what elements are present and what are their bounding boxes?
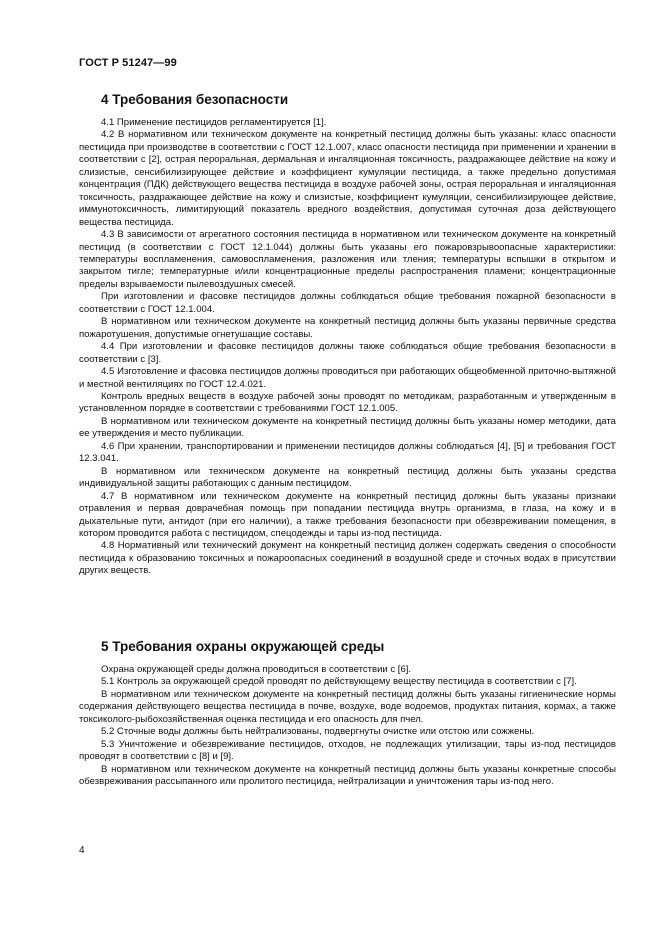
section-environmental-protection	[79, 638, 616, 789]
paragraph: 5.3 Уничтожение и обезвреживание пестицидов, отходов, не подлежащих утилизации, тары из-под пестицидов проводят в соответствии с [8] и [9].	[79, 738, 616, 763]
paragraph: В нормативном или техническом документе на конкретный пестицид должны быть указаны первичные средства пожаротушения, допустимые огнетушащие составы.	[79, 316, 616, 340]
paragraph: 5.2 Сточные воды должны быть нейтрализованы, подвергнуты очистке или отстою или сожжены.	[101, 726, 535, 738]
page-number: 4	[79, 845, 85, 856]
paragraph: Контроль вредных веществ в воздухе рабочей зоны проводят по методикам, разработанным и утвержденным в установленном порядке в соответствии с требованиями ГОСТ 12.1.005.	[79, 390, 616, 415]
paragraph: 4.6 При хранении, транспортировании и применении пестицидов должны соблюдаться [4], [5] и требования ГОСТ 12.3.041.	[79, 440, 616, 465]
paragraph: 4.4 При изготовлении и фасовке пестицидов должны также соблюдаться общие требования безопасности в соответствии с [3].	[79, 341, 616, 365]
paragraph: Охрана окружающей среды должна проводиться в соответствии с [6].	[101, 664, 412, 675]
paragraph: 4.2 В нормативном или техническом документе на конкретный пестицид должны быть указаны: класс опасности пестицида при производстве в соответствии с ГОСТ 12.1.007, класс опасности пестицида при применении и хранении в соответствии с [2], острая пероральная, дермальная и ингаляционная токсичность, раздражающее действие на кожу и слизистые, сенсибилизирующее действие и коэффициент кумуляции пестицида, а также предельно допустимая концентрация (ПДК) действующего вещества пестицида в воздухе рабочей зоны, острая пероральная и ингаляционная токсичность, раздражающее действие на кожу и слизистые, коэффициент кумуляции, сенсибилизирующее действие, иммунотоксичность, лимитирующий показатель вредного воздействия, допустимая суточная доза действующего вещества пестицида.	[79, 129, 616, 228]
section-safety-requirements	[79, 91, 616, 578]
paragraph: 4.3 В зависимости от агрегатного состояния пестицида в нормативном или техническом документе на конкретный пестицид (в соответствии с ГОСТ 12.1.044) должны быть указаны его пожаровзрывоопасные характеристики: температуры воспламенения, самовоспламенения, разложения или тления; температуры вспышки в открытом и закрытом тигле; температурные и/или концентрационные пределы распространения пламени; концентрационные пределы взрываемости пылевоздушных смесей.	[79, 229, 616, 290]
paragraph: 4.1 Применение пестицидов регламентируется [1].	[101, 117, 327, 128]
section-title: 5 Требования охраны окружающей среды	[101, 639, 385, 654]
paragraph: 4.7 В нормативном или техническом документе на конкретный пестицид должны быть указаны признаки отравления и первая доврачебная помощь при попадании пестицида внутрь организма, в глаза, на кожу и в дыхательные пути, антидот (при его наличии), а также требования безопасности при обезвреживании помещения, в котором проводится работа с пестицидом, спецодежды и тары из-под пестицида.	[79, 490, 616, 539]
paragraph: В нормативном или техническом документе на конкретный пестицид должны быть указаны средства индивидуальной защиты работающих с данным пестицидом.	[79, 465, 616, 490]
paragraph: 4.8 Нормативный или технический документ на конкретный пестицид должен содержать сведения о способности пестицида к образованию токсичных и пожароопасных соединений в воздушной среде и сточных водах в присутствии других веществ.	[79, 540, 616, 577]
section-title: 4 Требования безопасности	[101, 92, 289, 107]
paragraph: В нормативном или техническом документе на конкретный пестицид должны быть указаны гигиенические нормы содержания действующего вещества пестицида в почве, воздухе, воде водоемов, продуктах питания, кормах, а также токсиколого-рыбохозяйственная оценка пестицида и его опасность для пчел.	[79, 688, 616, 725]
paragraph: В нормативном или техническом документе на конкретный пестицид должны быть указаны номер методики, дата ее утверждения и место публикации.	[79, 415, 616, 440]
paragraph: При изготовлении и фасовке пестицидов должны соблюдаться общие требования пожарной безопасности в соответствии с ГОСТ 12.1.004.	[79, 291, 616, 315]
paragraph: 5.1 Контроль за окружающей средой проводят по действующему веществу пестицида в соответствии с [7].	[101, 676, 577, 688]
document-code: ГОСТ Р 51247—99	[79, 57, 177, 69]
paragraph: 4.5 Изготовление и фасовка пестицидов должны проводиться при работающих общеобменной приточно-вытяжной и местной вентиляциях по ГОСТ 12.4.021.	[79, 366, 616, 390]
paragraph: В нормативном или техническом документе на конкретный пестицид должны быть указаны конкретные способы обезвреживания рассыпанного или пролитого пестицида, нейтрализации и уничтожения тары из-под него.	[79, 763, 616, 788]
